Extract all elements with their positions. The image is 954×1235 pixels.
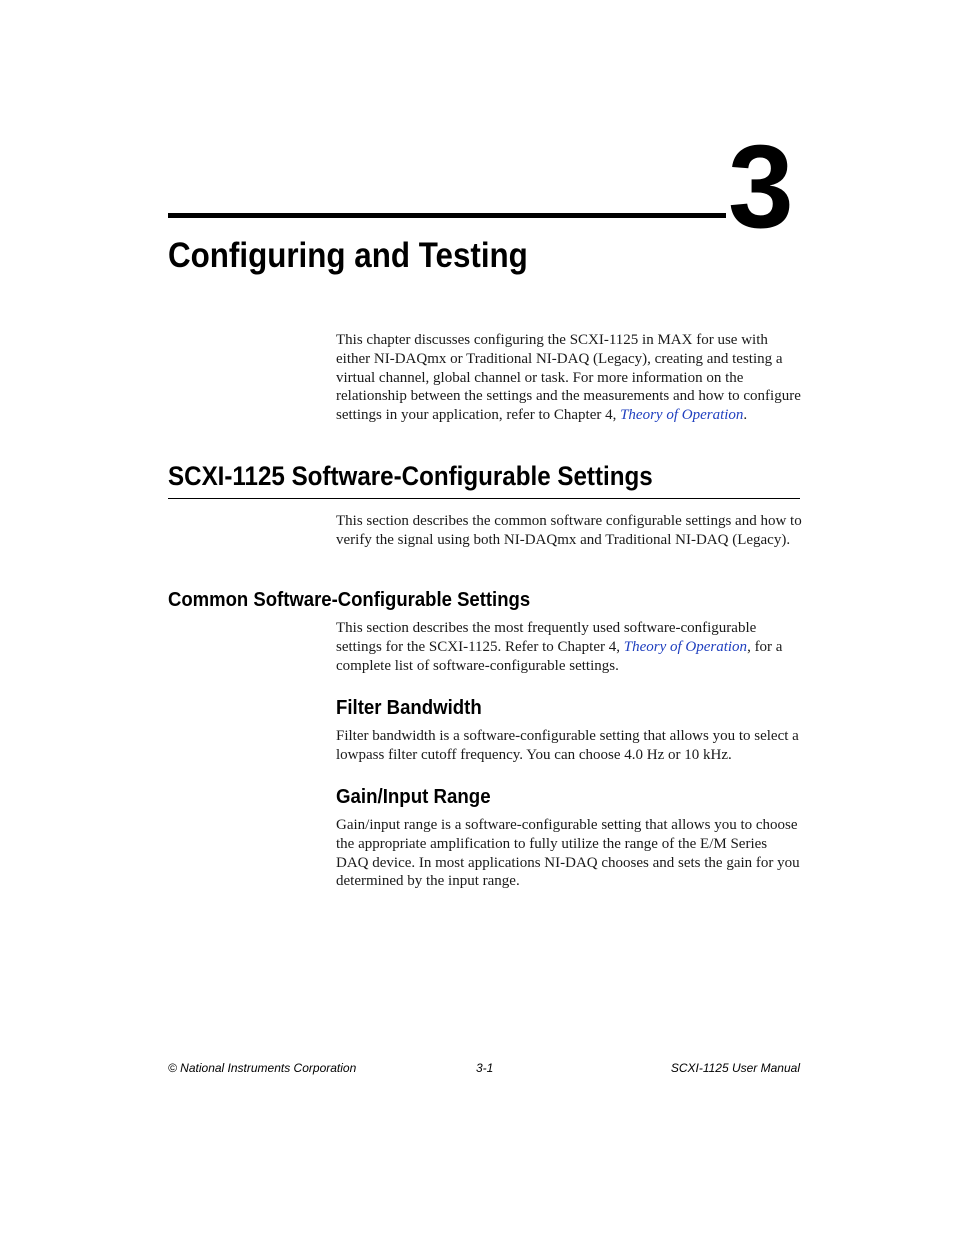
intro-theory-link[interactable]: Theory of Operation bbox=[620, 407, 744, 424]
intro-text: This chapter discusses configuring the SCXI-1125 in MAX for use with either NI-DAQmx or Traditional NI-DAQ (Legacy), creating and testing a virtual channel, global channel or task. For more information on the relationship between the settings and the measurements and how to configure settings in your application, refer to Chapter 4, bbox=[336, 332, 801, 424]
footer-page-number: 3-1 bbox=[476, 1061, 494, 1075]
subsection-theory-link[interactable]: Theory of Operation bbox=[623, 638, 748, 655]
chapter-rule bbox=[168, 213, 726, 218]
intro-paragraph bbox=[336, 331, 802, 425]
gain-input-range-paragraph: Gain/input range is a software-configurable setting that allows you to choose the appropriate amplification to fully utilize the range of the E/M Series DAQ device. In most applications NI-DAQ chooses and sets the gain for you determined by the input range. bbox=[336, 817, 800, 890]
section-paragraph: This section describes the common software configurable settings and how to verify the signal using both NI-DAQmx and Traditional NI-DAQ (Legacy). bbox=[336, 513, 802, 548]
subsection-text-end: , for a complete list of software-configurable settings. bbox=[336, 638, 783, 674]
intro-text-end: . bbox=[743, 407, 748, 424]
subsection-paragraph bbox=[336, 619, 802, 675]
section-title: SCXI-1125 Software-Configurable Settings bbox=[168, 461, 653, 491]
chapter-number: 3 bbox=[728, 121, 792, 253]
subsection-title: Common Software-Configurable Settings bbox=[168, 589, 531, 611]
footer-manual-title: SCXI-1125 User Manual bbox=[670, 1061, 800, 1075]
section-rule bbox=[168, 498, 800, 499]
filter-bandwidth-paragraph: Filter bandwidth is a software-configurable setting that allows you to select a lowpass filter cutoff frequency. You can choose 4.0 Hz or 10 kHz. bbox=[336, 728, 799, 763]
chapter-title: Configuring and Testing bbox=[168, 236, 528, 275]
gain-input-range-heading: Gain/Input Range bbox=[336, 786, 491, 808]
footer-copyright: © National Instruments Corporation bbox=[168, 1061, 357, 1075]
subsection-text: This section describes the most frequently used software-configurable settings for the SCXI-1125. Refer to Chapter 4, bbox=[336, 620, 757, 655]
filter-bandwidth-heading: Filter Bandwidth bbox=[336, 697, 482, 719]
